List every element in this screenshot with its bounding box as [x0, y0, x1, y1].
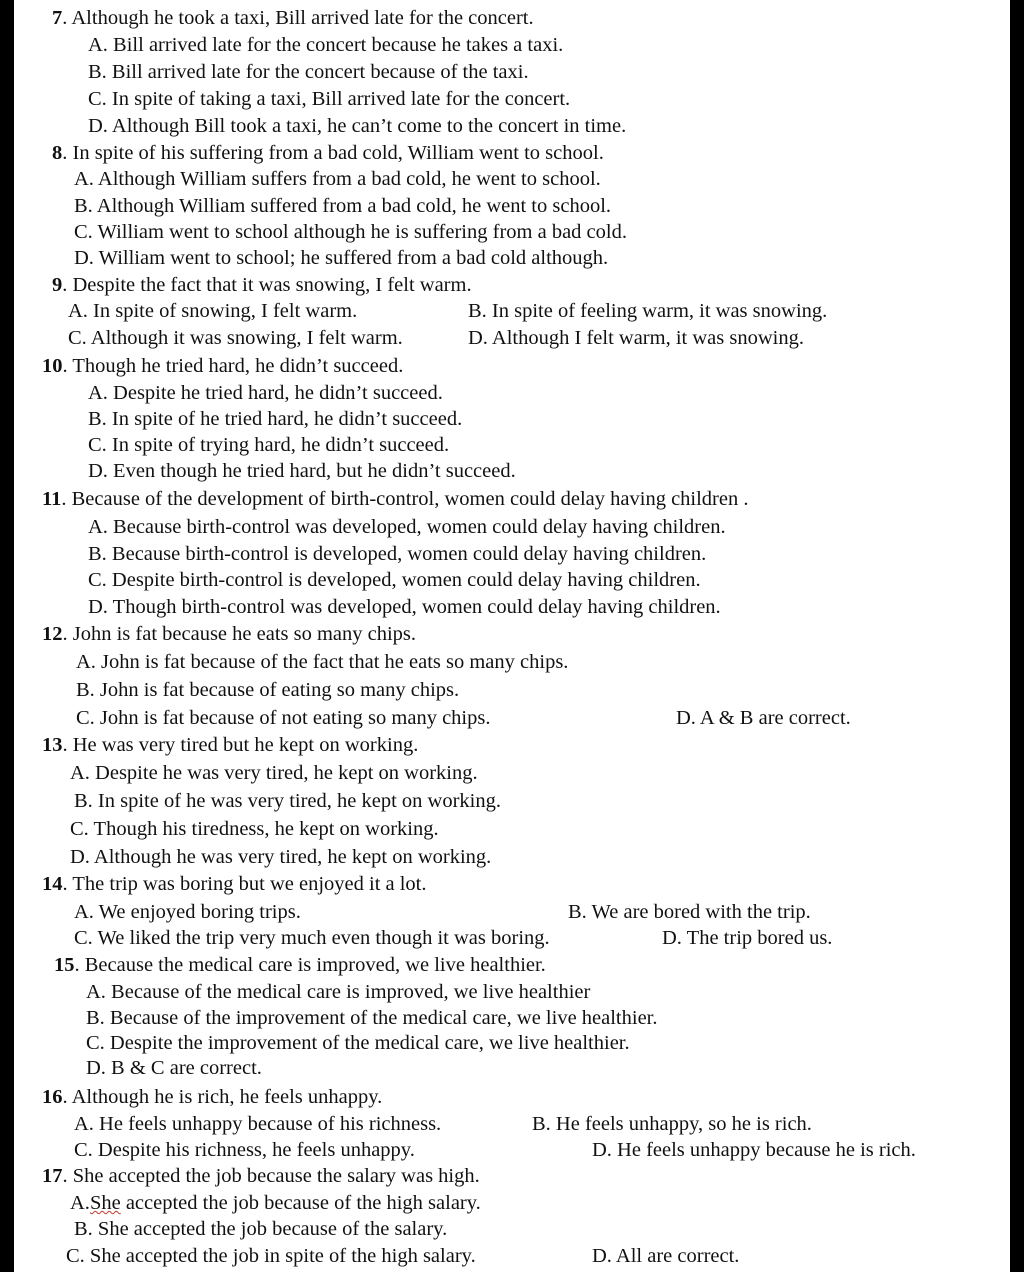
q15-option-d: D. B & C are correct.	[86, 1057, 262, 1079]
q13-option-d: D. Although he was very tired, he kept on working.	[70, 846, 492, 868]
q9-option-d: D. Although I felt warm, it was snowing.	[468, 327, 804, 349]
q15-option-a: A. Because of the medical care is improved, we live healthier	[86, 981, 591, 1003]
question-9-stem: 9. Despite the fact that it was snowing, I felt warm.	[52, 274, 472, 296]
q12-option-a: A. John is fat because of the fact that he eats so many chips.	[76, 651, 569, 673]
q10-option-c: C. In spite of trying hard, he didn’t succeed.	[88, 434, 450, 456]
question-7-stem: 7. Although he took a taxi, Bill arrived late for the concert.	[52, 7, 534, 29]
q13-option-b: B. In spite of he was very tired, he kept on working.	[74, 790, 501, 812]
q15-option-c: C. Despite the improvement of the medical care, we live healthier.	[86, 1032, 630, 1054]
q16-option-c: C. Despite his richness, he feels unhappy.	[74, 1139, 415, 1161]
q10-option-a: A. Despite he tried hard, he didn’t succeed.	[88, 382, 443, 404]
q13-option-a: A. Despite he was very tired, he kept on working.	[70, 762, 478, 784]
q7-option-c: C. In spite of taking a taxi, Bill arrived late for the concert.	[88, 88, 571, 110]
q17-option-c: C. She accepted the job in spite of the high salary.	[66, 1245, 476, 1267]
q15-option-b: B. Because of the improvement of the medical care, we live healthier.	[86, 1007, 658, 1029]
q13-option-c: C. Though his tiredness, he kept on working.	[70, 818, 439, 840]
question-17-stem: 17. She accepted the job because the salary was high.	[42, 1165, 480, 1187]
q16-option-b: B. He feels unhappy, so he is rich.	[532, 1113, 812, 1135]
q8-option-a: A. Although William suffers from a bad cold, he went to school.	[74, 168, 601, 190]
q12-option-b: B. John is fat because of eating so many chips.	[76, 679, 460, 701]
q8-option-b: B. Although William suffered from a bad cold, he went to school.	[74, 195, 612, 217]
q16-option-a: A. He feels unhappy because of his richness.	[74, 1113, 442, 1135]
q11-option-d: D. Though birth-control was developed, women could delay having children.	[88, 596, 721, 618]
spellcheck-underline: She	[89, 1192, 121, 1214]
q11-option-c: C. Despite birth-control is developed, women could delay having children.	[88, 569, 701, 591]
question-8-stem: 8. In spite of his suffering from a bad cold, William went to school.	[52, 142, 604, 164]
question-10-stem: 10. Though he tried hard, he didn’t succeed.	[42, 355, 404, 377]
q7-option-d: D. Although Bill took a taxi, he can’t come to the concert in time.	[88, 115, 627, 137]
q9-option-b: B. In spite of feeling warm, it was snowing.	[468, 300, 828, 322]
q8-option-d: D. William went to school; he suffered from a bad cold although.	[74, 247, 609, 269]
question-11-stem: 11. Because of the development of birth-control, women could delay having children .	[42, 488, 749, 510]
question-16-stem: 16. Although he is rich, he feels unhappy.	[42, 1086, 383, 1108]
q10-option-b: B. In spite of he tried hard, he didn’t succeed.	[88, 408, 463, 430]
q11-option-b: B. Because birth-control is developed, women could delay having children.	[88, 543, 707, 565]
q12-option-c: C. John is fat because of not eating so many chips.	[76, 707, 491, 729]
q17-option-d: D. All are correct.	[592, 1245, 740, 1267]
q8-option-c: C. William went to school although he is suffering from a bad cold.	[74, 221, 627, 243]
q14-option-a: A. We enjoyed boring trips.	[74, 901, 301, 923]
q14-option-c: C. We liked the trip very much even though it was boring.	[74, 927, 550, 949]
q17-option-b: B. She accepted the job because of the salary.	[74, 1218, 448, 1240]
question-14-stem: 14. The trip was boring but we enjoyed it a lot.	[42, 873, 427, 895]
worksheet-page	[14, 0, 1010, 1272]
q11-option-a: A. Because birth-control was developed, women could delay having children.	[88, 516, 726, 538]
q16-option-d: D. He feels unhappy because he is rich.	[592, 1139, 916, 1161]
q10-option-d: D. Even though he tried hard, but he didn’t succeed.	[88, 460, 516, 482]
q9-option-a: A. In spite of snowing, I felt warm.	[68, 300, 358, 322]
question-13-stem: 13. He was very tired but he kept on working.	[42, 734, 419, 756]
q7-option-b: B. Bill arrived late for the concert because of the taxi.	[88, 61, 529, 83]
question-15-stem: 15. Because the medical care is improved, we live healthier.	[54, 954, 546, 976]
q12-option-d: D. A & B are correct.	[676, 707, 851, 729]
question-12-stem: 12. John is fat because he eats so many chips.	[42, 623, 417, 645]
q14-option-b: B. We are bored with the trip.	[568, 901, 811, 923]
q17-option-a: A.She accepted the job because of the high salary.	[70, 1192, 481, 1214]
q7-option-a: A. Bill arrived late for the concert because he takes a taxi.	[88, 34, 564, 56]
q9-option-c: C. Although it was snowing, I felt warm.	[68, 327, 403, 349]
q14-option-d: D. The trip bored us.	[662, 927, 833, 949]
